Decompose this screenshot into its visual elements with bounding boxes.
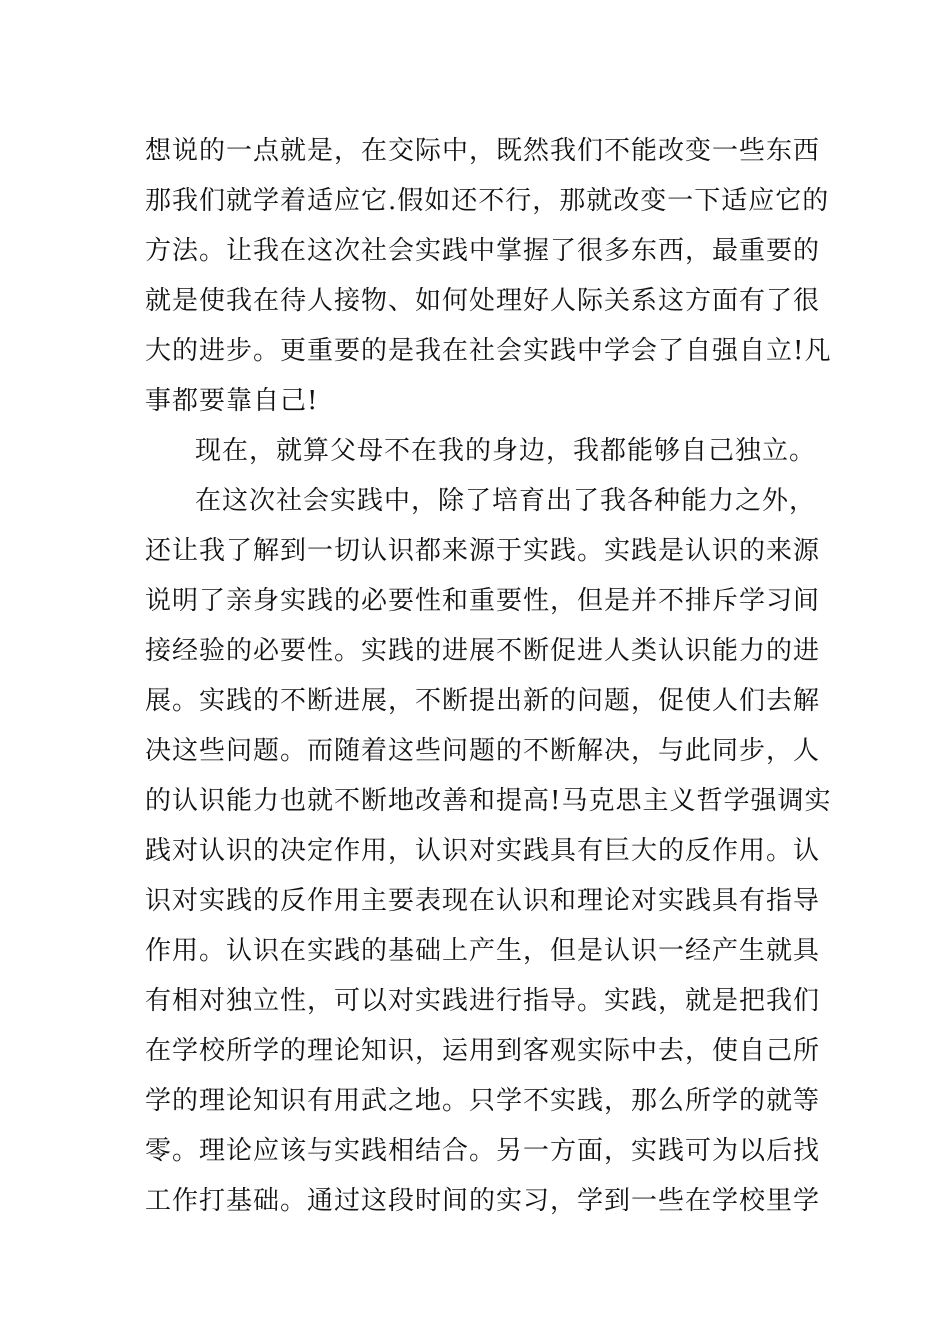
text-line: 零。理论应该与实践相结合。另一方面，实践可为以后找 — [145, 1136, 821, 1166]
text-line: 还让我了解到一切认识都来源于实践。实践是认识的来源 — [145, 536, 821, 566]
text-line: 那我们就学着适应它.假如还不行，那就改变一下适应它的 — [145, 186, 830, 216]
text-line: 事都要靠自己! — [145, 386, 319, 416]
text-line: 说明了亲身实践的必要性和重要性，但是并不排斥学习间 — [145, 586, 821, 616]
text-line: 就是使我在待人接物、如何处理好人际关系这方面有了很 — [145, 286, 821, 316]
paragraph-1 — [145, 126, 832, 426]
paragraph-3 — [145, 476, 832, 1226]
text-line: 有相对独立性，可以对实践进行指导。实践，就是把我们 — [145, 986, 821, 1016]
text-line: 决这些问题。而随着这些问题的不断解决，与此同步，人 — [145, 736, 821, 766]
text-line: 现在，就算父母不在我的身边，我都能够自己独立。 — [195, 436, 817, 466]
text-line: 想说的一点就是，在交际中，既然我们不能改变一些东西 — [145, 136, 821, 166]
text-line: 工作打基础。通过这段时间的实习，学到一些在学校里学 — [145, 1186, 821, 1216]
text-line: 作用。认识在实践的基础上产生，但是认识一经产生就具 — [145, 936, 821, 966]
text-line: 践对认识的决定作用，认识对实践具有巨大的反作用。认 — [145, 836, 821, 866]
text-line: 接经验的必要性。实践的进展不断促进人类认识能力的进 — [145, 636, 821, 666]
text-line: 方法。让我在这次社会实践中掌握了很多东西，最重要的 — [145, 236, 821, 266]
text-line: 识对实践的反作用主要表现在认识和理论对实践具有指导 — [145, 886, 821, 916]
text-line: 在这次社会实践中，除了培育出了我各种能力之外， — [195, 486, 817, 516]
paragraph-2 — [145, 426, 815, 476]
text-line: 大的进步。更重要的是我在社会实践中学会了自强自立!凡 — [145, 336, 832, 366]
text-line: 学的理论知识有用武之地。只学不实践，那么所学的就等 — [145, 1086, 821, 1116]
text-line: 展。实践的不断进展，不断提出新的问题，促使人们去解 — [145, 686, 821, 716]
text-line: 在学校所学的理论知识，运用到客观实际中去，使自己所 — [145, 1036, 821, 1066]
text-line: 的认识能力也就不断地改善和提高!马克思主义哲学强调实 — [145, 786, 832, 816]
document-body — [145, 126, 832, 1226]
